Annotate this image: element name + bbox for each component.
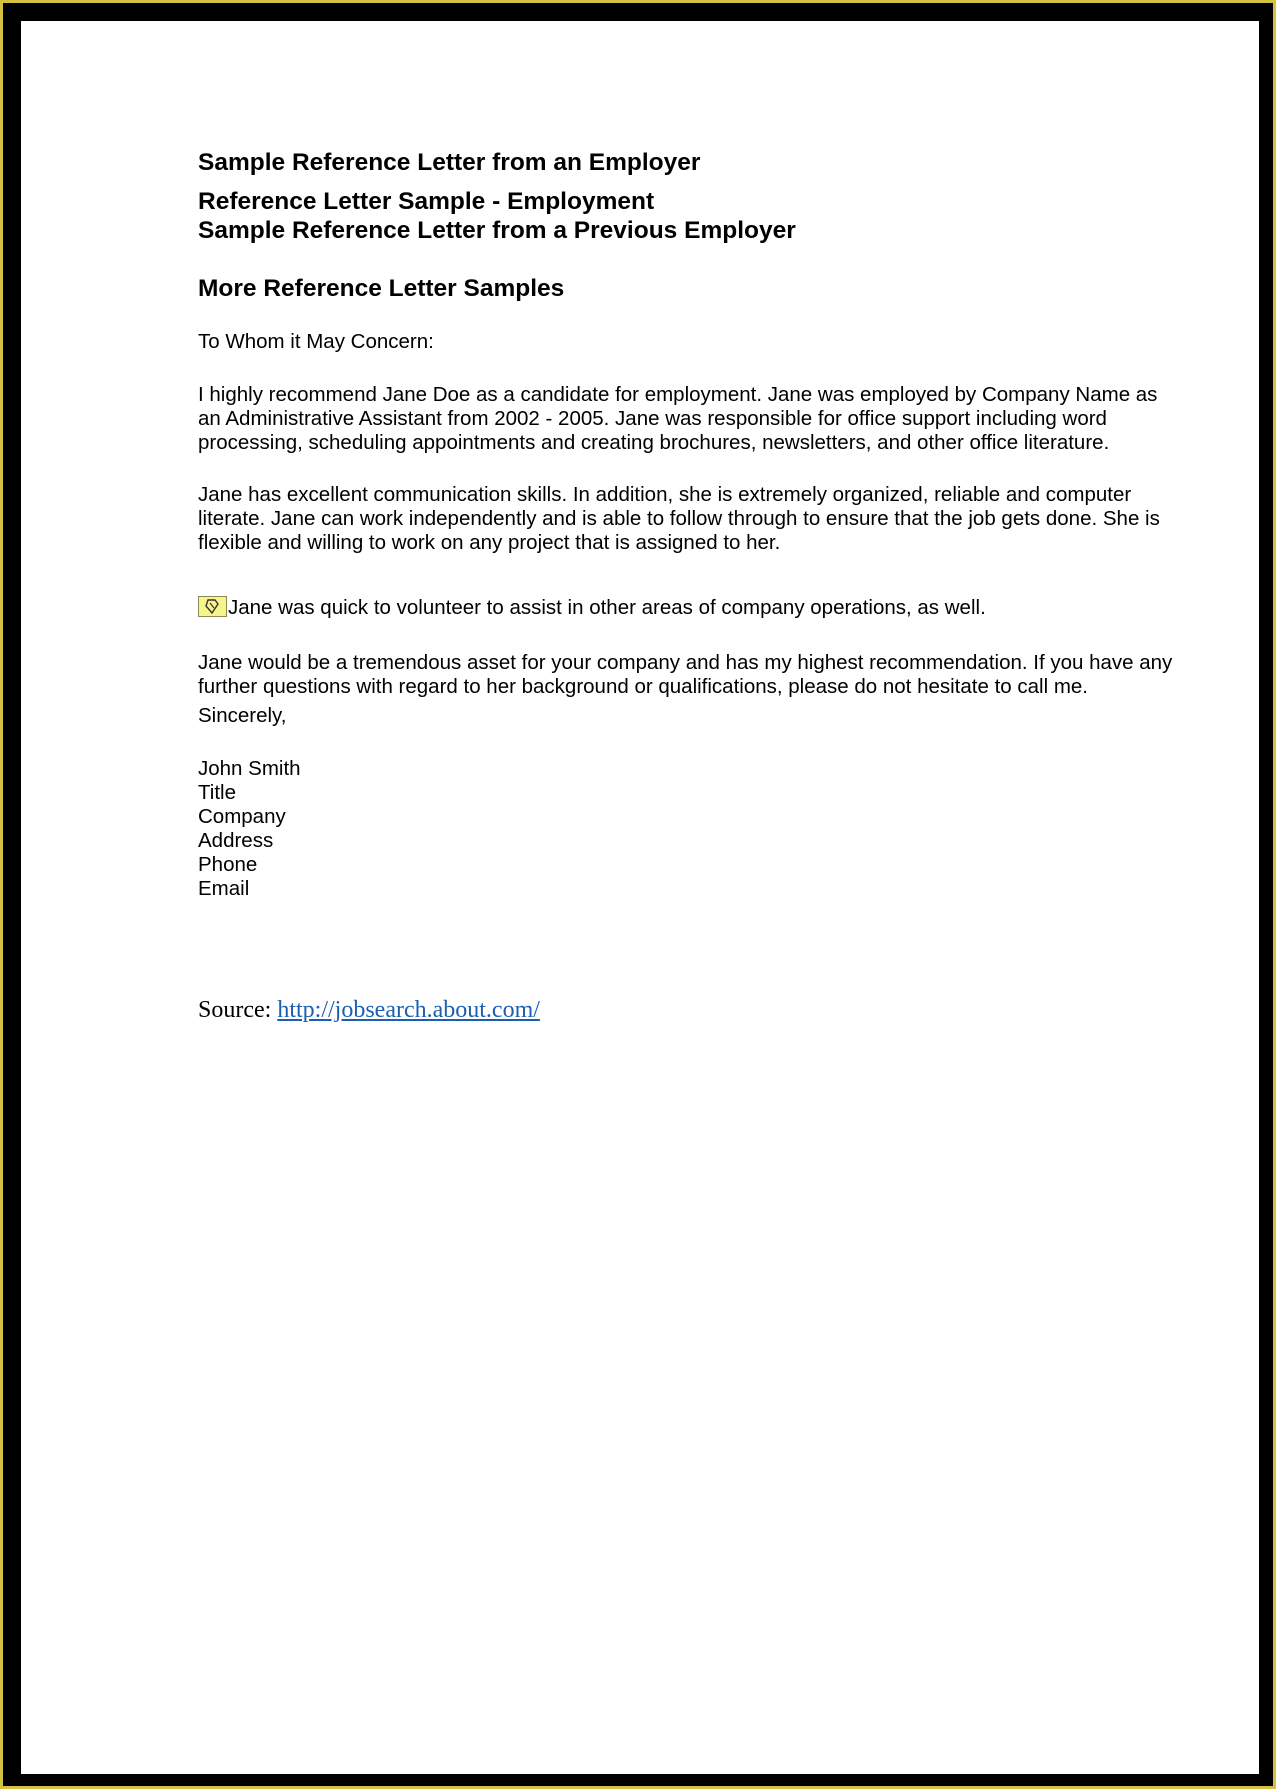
heading-more-samples: More Reference Letter Samples	[198, 275, 565, 302]
signature-title: Title	[198, 781, 236, 804]
paragraph-asset: Jane would be a tremendous asset for your company and has my highest recommendation. If you have any further questions with regard to her background or qualifications, please do not hesitate to call me.	[198, 651, 1173, 698]
sticky-note-icon[interactable]	[198, 596, 227, 617]
source-line	[198, 996, 540, 1024]
signature-phone: Phone	[198, 853, 258, 876]
signature-email: Email	[198, 877, 250, 900]
paragraph-recommendation: I highly recommend Jane Doe as a candidate for employment. Jane was employed by Company Name as an Administrative Assistant from 2002 - 2005. Jane was responsible for office support including word processing, scheduling appointments and creating brochures, newsletters, and other office literature.	[198, 383, 1158, 454]
source-link[interactable]: http://jobsearch.about.com/	[277, 997, 540, 1023]
heading-previous-employer: Sample Reference Letter from a Previous Employer	[198, 217, 796, 244]
paragraph-skills: Jane has excellent communication skills. In addition, she is extremely organized, reliable and computer literate. Jane can work independently and is able to follow through to ensure that the job gets done. She is flexible and willing to work on any project that is assigned to her.	[198, 483, 1160, 554]
signature-block	[198, 757, 301, 901]
signature-address: Address	[198, 829, 274, 852]
heading-employer: Sample Reference Letter from an Employer	[198, 149, 701, 176]
paragraph-volunteer-text: Jane was quick to volunteer to assist in other areas of company operations, as well.	[228, 596, 986, 619]
salutation: To Whom it May Concern:	[198, 330, 434, 353]
signature-name: John Smith	[198, 757, 301, 780]
closing: Sincerely,	[198, 704, 287, 727]
heading-employment: Reference Letter Sample - Employment	[198, 188, 655, 215]
paragraph-volunteer	[198, 596, 986, 620]
signature-company: Company	[198, 805, 286, 828]
source-label: Source:	[198, 997, 272, 1023]
document-page	[21, 21, 1259, 1774]
